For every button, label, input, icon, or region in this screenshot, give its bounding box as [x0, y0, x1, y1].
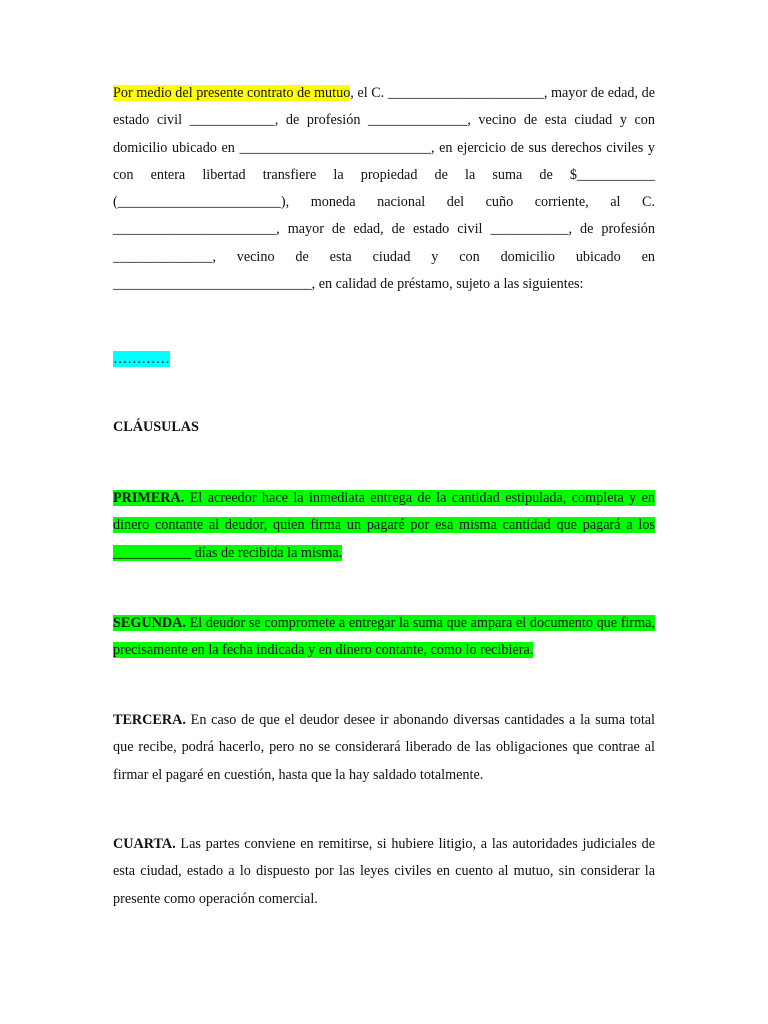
clause-primera-highlight: [113, 490, 655, 561]
clause-segunda-text: El deudor se compromete a entregar la suma que ampara el documento que firma, precisamente en la fecha indicada y en dinero contante, como lo recibiera.: [113, 615, 655, 659]
clause-primera: [113, 485, 655, 567]
clause-cuarta-label: CUARTA.: [113, 836, 176, 852]
clause-segunda: [113, 610, 655, 665]
clause-tercera: [113, 707, 655, 789]
clause-cuarta: [113, 831, 655, 913]
clause-segunda-label: SEGUNDA.: [113, 615, 186, 631]
intro-text: , el C. ______________________, mayor de edad, de estado civil ____________, de profesión ______________, vecino de esta ciudad y con domicilio ubicado en ___________________________, en ejercicio de sus derechos civiles y con entera libertad transfiere la propiedad de la suma de $___________ (_______________________), moneda nacional del cuño corriente, al C. _______________________, mayor de edad, de estado civil ___________, de profesión ______________, vecino de esta ciudad y con domicilio ubicado en ____________________________, en calidad de préstamo, sujeto a las siguientes:: [113, 85, 656, 293]
clause-primera-text: El acreedor hace la inmediata entrega de la cantidad estipulada, completa y en dinero contante al deudor, quien firma un pagaré por esa misma cantidad que pagará a los ___________ días de recibida la misma.: [113, 490, 655, 561]
ellipsis-text: …………: [113, 351, 170, 367]
clause-tercera-text: En caso de que el deudor desee ir abonando diversas cantidades a la suma total que recibe, podrá hacerlo, pero no se considerará liberado de las obligaciones que contrae al firmar el pagaré en cuestión, hasta que la hay saldado totalmente.: [113, 712, 655, 783]
clause-primera-label: PRIMERA.: [113, 490, 185, 506]
clauses-heading: CLÁUSULAS: [113, 419, 199, 435]
intro-paragraph: [113, 80, 655, 298]
ellipsis-marker: [113, 346, 655, 373]
clause-cuarta-text: Las partes conviene en remitirse, si hubiere litigio, a las autoridades judiciales de esta ciudad, estado a lo dispuesto por las leyes civiles en cuento al mutuo, sin considerar la presente como operación comercial.: [113, 836, 655, 907]
clause-segunda-highlight: [113, 615, 655, 658]
intro-highlight: Por medio del presente contrato de mutuo: [113, 85, 351, 101]
clause-tercera-label: TERCERA.: [113, 712, 186, 728]
